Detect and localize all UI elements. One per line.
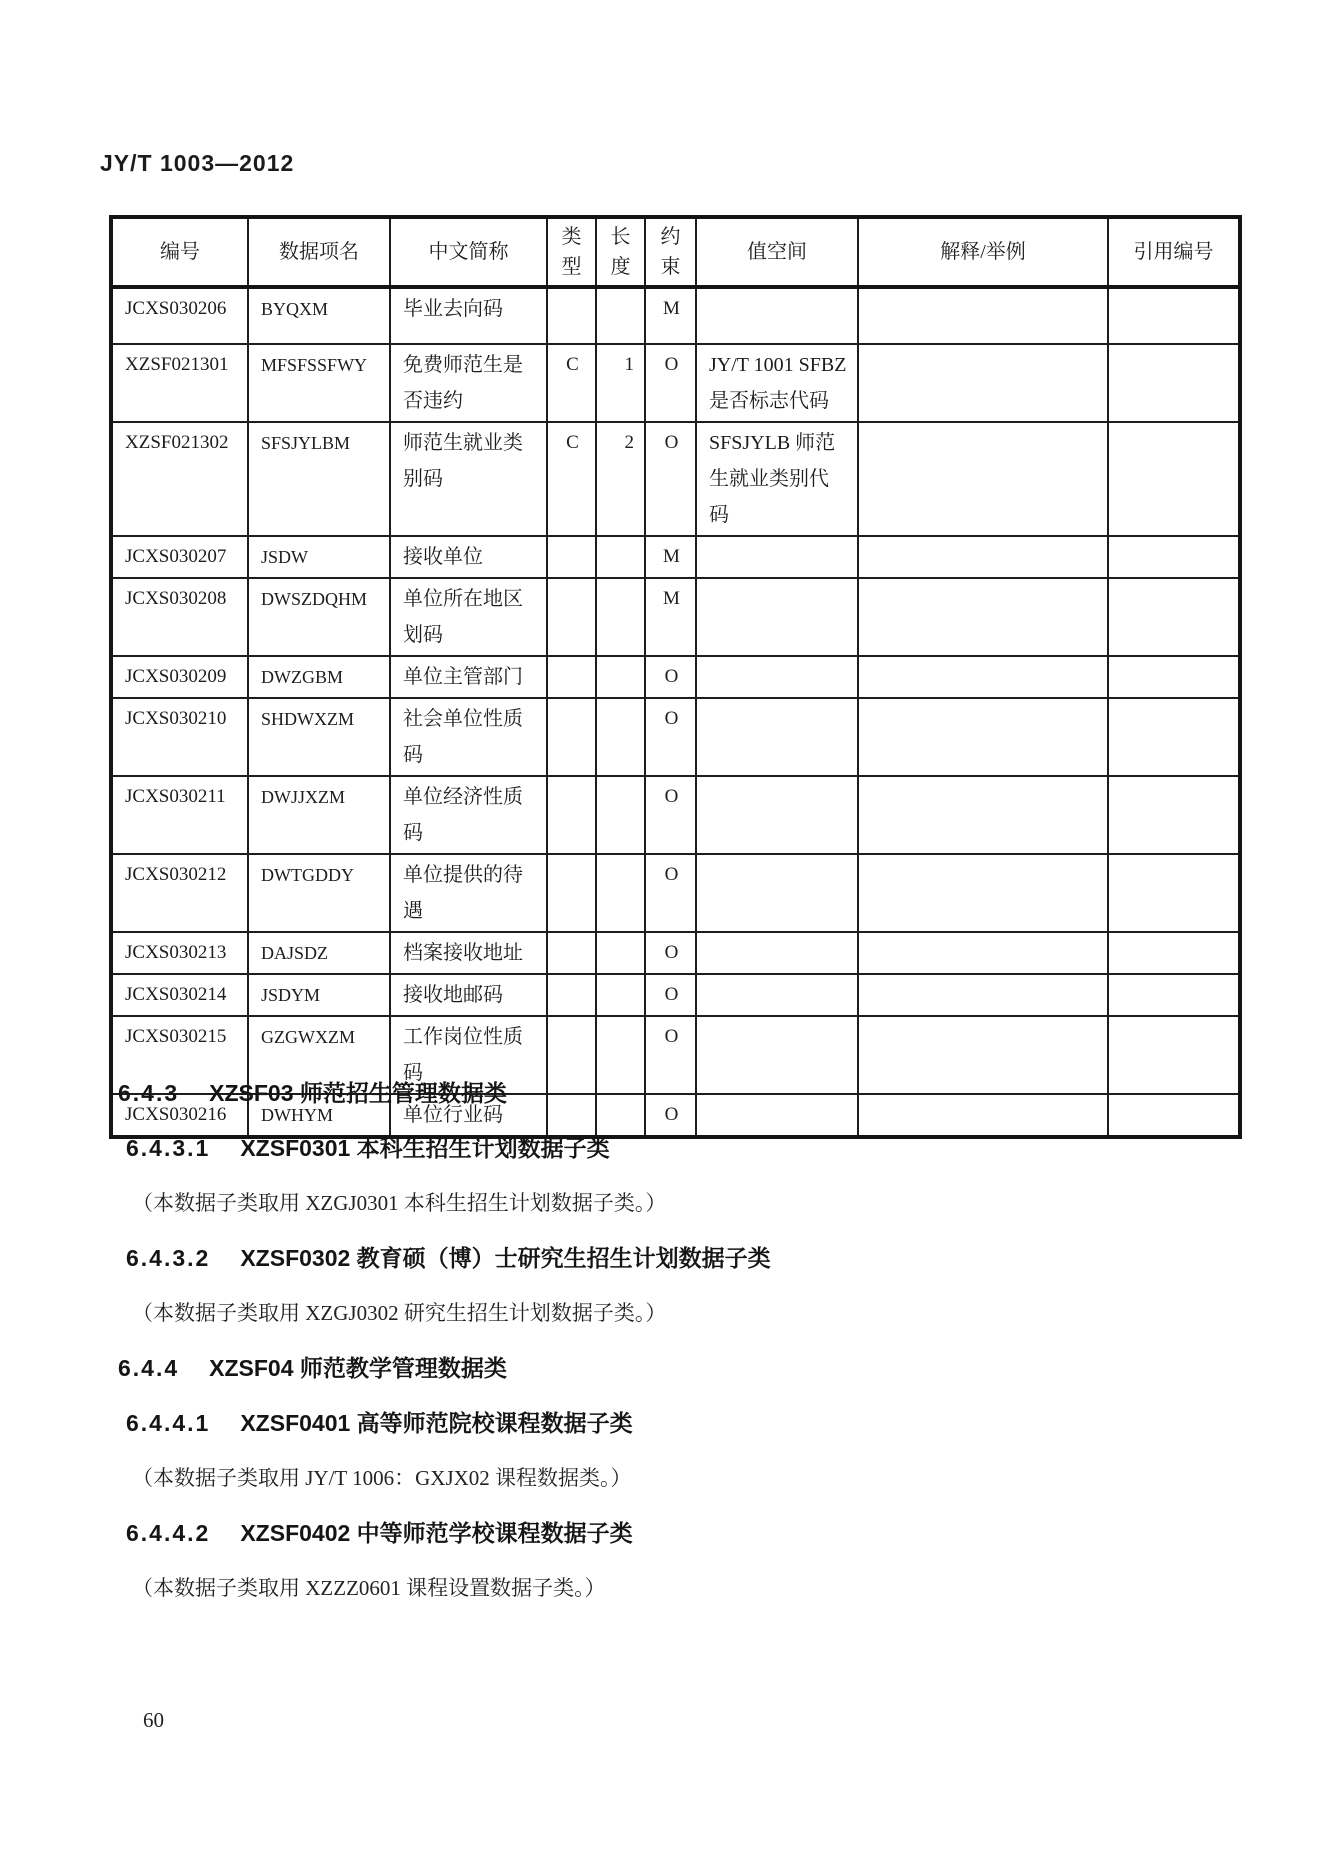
section-number: 6.4.4 (118, 1355, 180, 1381)
cell-value-space (696, 974, 858, 1016)
cell-type (547, 656, 596, 698)
cell-length (596, 698, 645, 776)
cell-reference (1108, 932, 1240, 974)
cell-reference (1108, 536, 1240, 578)
cell-item-name: DWHYM (248, 1094, 390, 1137)
section-paragraph: （本数据子类取用 XZZZ0601 课程设置数据子类。） (132, 1576, 606, 1600)
section-title: XZSF0301 本科生招生计划数据子类 (240, 1135, 610, 1161)
cell-cn-name: 单位提供的待遇 (390, 854, 547, 932)
cell-constraint: O (645, 1016, 696, 1094)
cell-cn-name: 档案接收地址 (390, 932, 547, 974)
cell-id: XZSF021302 (111, 422, 248, 536)
cell-cn-name: 单位经济性质码 (390, 776, 547, 854)
cell-value-space (696, 932, 858, 974)
cell-explanation (858, 656, 1108, 698)
cell-id: JCXS030210 (111, 698, 248, 776)
cell-length (596, 656, 645, 698)
column-header-type: 类型 (547, 217, 596, 287)
cell-cn-name: 接收单位 (390, 536, 547, 578)
cell-length (596, 974, 645, 1016)
section-heading-6-4-4-1 (126, 1408, 1250, 1438)
cell-explanation (858, 344, 1108, 422)
cell-item-name: MFSFSSFWY (248, 344, 390, 422)
cell-length (596, 932, 645, 974)
cell-explanation (858, 536, 1108, 578)
cell-length (596, 578, 645, 656)
cell-id: JCXS030214 (111, 974, 248, 1016)
cell-type (547, 974, 596, 1016)
section-number: 6.4.4.2 (126, 1520, 211, 1546)
cell-item-name: DAJSDZ (248, 932, 390, 974)
cell-item-name: JSDW (248, 536, 390, 578)
cell-reference (1108, 854, 1240, 932)
cell-constraint: M (645, 287, 696, 344)
section-number: 6.4.3.2 (126, 1245, 211, 1271)
cell-reference (1108, 287, 1240, 344)
cell-length: 2 (596, 422, 645, 536)
cell-cn-name: 毕业去向码 (390, 287, 547, 344)
cell-type: C (547, 422, 596, 536)
cell-constraint: O (645, 656, 696, 698)
cell-constraint: O (645, 932, 696, 974)
section-number: 6.4.3 (118, 1080, 180, 1106)
cell-id: JCXS030206 (111, 287, 248, 344)
cell-item-name: DWSZDQHM (248, 578, 390, 656)
section-title: XZSF0302 教育硕（博）士研究生招生计划数据子类 (240, 1245, 771, 1271)
section-number: 6.4.3.1 (126, 1135, 211, 1161)
cell-value-space (696, 578, 858, 656)
cell-explanation (858, 974, 1108, 1016)
cell-reference (1108, 344, 1240, 422)
cell-reference (1108, 698, 1240, 776)
table-row (111, 776, 1240, 854)
cell-cn-name: 师范生就业类别码 (390, 422, 547, 536)
section-title: XZSF03 师范招生管理数据类 (209, 1080, 507, 1106)
cell-cn-name: 单位行业码 (390, 1094, 547, 1137)
cell-id: JCXS030216 (111, 1094, 248, 1137)
section-title: XZSF04 师范教学管理数据类 (209, 1355, 507, 1381)
section-paragraph: （本数据子类取用 XZGJ0302 研究生招生计划数据子类。） (132, 1301, 667, 1325)
table-row (111, 287, 1240, 344)
cell-constraint: O (645, 974, 696, 1016)
cell-type (547, 578, 596, 656)
column-header-constraint: 约束 (645, 217, 696, 287)
cell-constraint: O (645, 422, 696, 536)
cell-length (596, 287, 645, 344)
cell-constraint: O (645, 854, 696, 932)
cell-item-name: DWJJXZM (248, 776, 390, 854)
section-heading-6-4-3 (118, 1078, 1250, 1108)
cell-type (547, 932, 596, 974)
sections-area (100, 1078, 1250, 1628)
cell-explanation (858, 698, 1108, 776)
cell-id: JCXS030207 (111, 536, 248, 578)
cell-constraint: O (645, 344, 696, 422)
cell-constraint: O (645, 776, 696, 854)
cell-value-space (696, 656, 858, 698)
table-row (111, 656, 1240, 698)
section-heading-6-4-4-2 (126, 1518, 1250, 1548)
cell-value-space (696, 854, 858, 932)
cell-id: JCXS030209 (111, 656, 248, 698)
cell-type (547, 698, 596, 776)
cell-type (547, 536, 596, 578)
page-number: 60 (143, 1708, 164, 1732)
cell-cn-name: 接收地邮码 (390, 974, 547, 1016)
section-title: XZSF0401 高等师范院校课程数据子类 (240, 1410, 633, 1436)
cell-length (596, 854, 645, 932)
cell-value-space (696, 698, 858, 776)
table-row (111, 698, 1240, 776)
table-row (111, 422, 1240, 536)
table-row (111, 344, 1240, 422)
section-title: XZSF0402 中等师范学校课程数据子类 (240, 1520, 633, 1546)
cell-constraint: O (645, 1094, 696, 1137)
cell-reference (1108, 578, 1240, 656)
cell-value-space (696, 287, 858, 344)
cell-item-name: SHDWXZM (248, 698, 390, 776)
cell-type (547, 776, 596, 854)
cell-item-name: SFSJYLBM (248, 422, 390, 536)
cell-item-name: BYQXM (248, 287, 390, 344)
cell-type (547, 854, 596, 932)
section-paragraph: （本数据子类取用 JY/T 1006：GXJX02 课程数据类。） (132, 1466, 632, 1490)
table-row (111, 536, 1240, 578)
table-header (111, 217, 1240, 287)
cell-reference (1108, 776, 1240, 854)
cell-type (547, 287, 596, 344)
section-heading-6-4-3-2 (126, 1243, 1250, 1273)
standard-number-header: JY/T 1003—2012 (100, 150, 295, 176)
data-items-table (109, 215, 1242, 1139)
column-header-reference: 引用编号 (1108, 217, 1240, 287)
cell-reference (1108, 422, 1240, 536)
cell-reference (1108, 656, 1240, 698)
cell-cn-name: 社会单位性质码 (390, 698, 547, 776)
cell-value-space (696, 776, 858, 854)
cell-explanation (858, 287, 1108, 344)
column-header-cn-name: 中文简称 (390, 217, 547, 287)
cell-value-space (696, 536, 858, 578)
cell-constraint: M (645, 578, 696, 656)
table-row (111, 854, 1240, 932)
cell-item-name: JSDYM (248, 974, 390, 1016)
cell-type: C (547, 344, 596, 422)
cell-constraint: O (645, 698, 696, 776)
table-row (111, 578, 1240, 656)
cell-reference (1108, 974, 1240, 1016)
column-header-id: 编号 (111, 217, 248, 287)
column-header-length: 长度 (596, 217, 645, 287)
table-body (111, 287, 1240, 1137)
cell-length (596, 536, 645, 578)
cell-id: JCXS030211 (111, 776, 248, 854)
cell-id: JCXS030212 (111, 854, 248, 932)
section-heading-6-4-3-1 (126, 1133, 1250, 1163)
table-row (111, 974, 1240, 1016)
cell-item-name: DWTGDDY (248, 854, 390, 932)
cell-explanation (858, 776, 1108, 854)
cell-id: JCXS030208 (111, 578, 248, 656)
cell-length: 1 (596, 344, 645, 422)
cell-value-space: SFSJYLB 师范生就业类别代码 (696, 422, 858, 536)
column-header-value-space: 值空间 (696, 217, 858, 287)
cell-constraint: M (645, 536, 696, 578)
cell-id: JCXS030215 (111, 1016, 248, 1094)
cell-id: XZSF021301 (111, 344, 248, 422)
cell-id: JCXS030213 (111, 932, 248, 974)
cell-explanation (858, 422, 1108, 536)
cell-item-name: GZGWXZM (248, 1016, 390, 1094)
cell-explanation (858, 578, 1108, 656)
column-header-explanation: 解释/举例 (858, 217, 1108, 287)
cell-cn-name: 免费师范生是否违约 (390, 344, 547, 422)
cell-length (596, 776, 645, 854)
cell-cn-name: 单位主管部门 (390, 656, 547, 698)
cell-cn-name: 单位所在地区划码 (390, 578, 547, 656)
cell-value-space: JY/T 1001 SFBZ 是否标志代码 (696, 344, 858, 422)
cell-item-name: DWZGBM (248, 656, 390, 698)
cell-explanation (858, 854, 1108, 932)
cell-cn-name: 工作岗位性质码 (390, 1016, 547, 1094)
cell-explanation (858, 932, 1108, 974)
column-header-item-name: 数据项名 (248, 217, 390, 287)
table-header-row (111, 217, 1240, 287)
table-row (111, 932, 1240, 974)
section-paragraph: （本数据子类取用 XZGJ0301 本科生招生计划数据子类。） (132, 1191, 667, 1215)
section-heading-6-4-4 (118, 1353, 1250, 1383)
section-number: 6.4.4.1 (126, 1410, 211, 1436)
